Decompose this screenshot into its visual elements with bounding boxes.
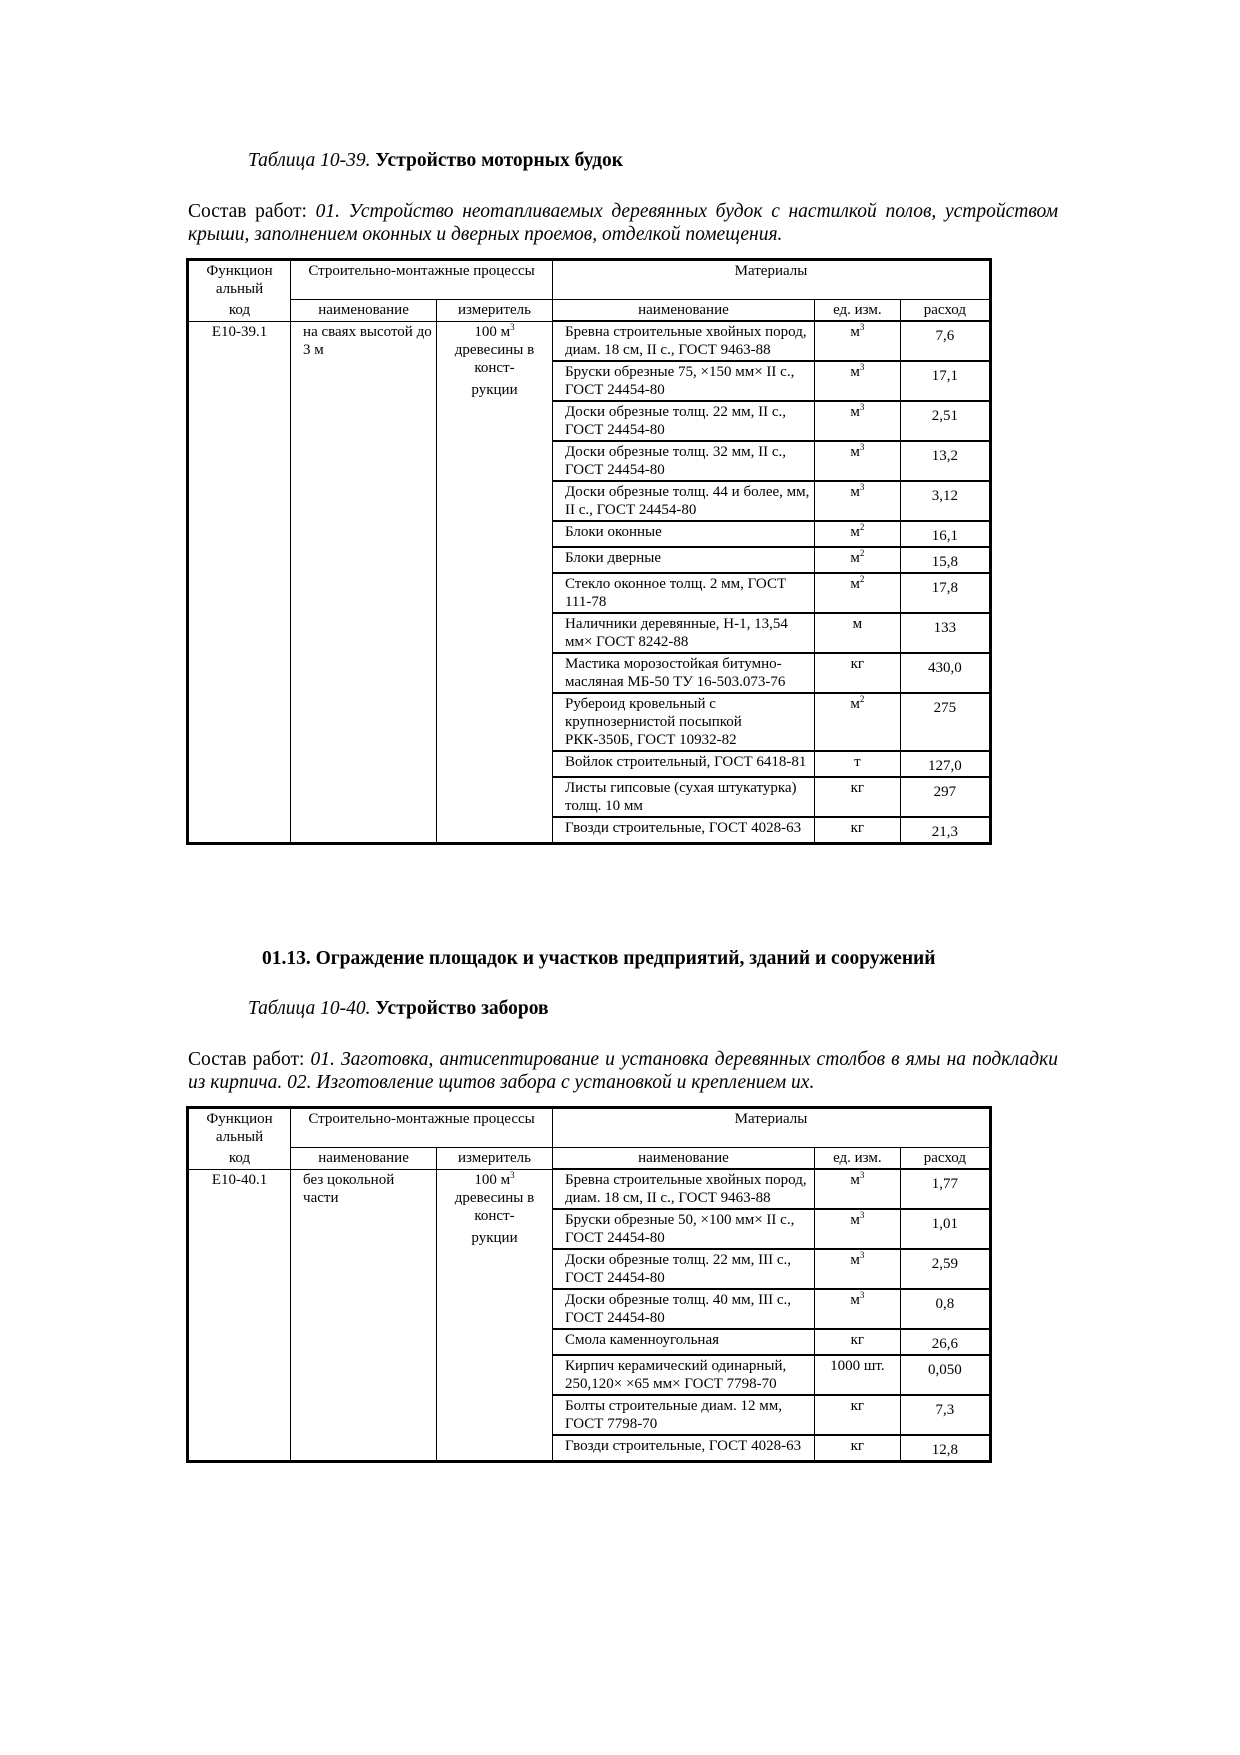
table1-composition: [188, 200, 1058, 246]
material-unit-sup: 2: [859, 574, 865, 584]
material-rate: 430,0: [900, 653, 990, 693]
material-unit-text: м: [850, 324, 860, 340]
material-unit: [814, 321, 900, 361]
header-code-top: Функцион альный: [188, 1108, 291, 1148]
material-unit-text: кг: [850, 820, 865, 836]
material-unit: [814, 777, 900, 817]
material-name: Доски обрезные толщ. 22 мм, II с., ГОСТ 24454-80: [552, 401, 814, 441]
material-unit-sup: 3: [859, 482, 865, 492]
material-unit: [814, 547, 900, 573]
material-name: Стекло оконное толщ. 2 мм, ГОСТ 111-78: [552, 573, 814, 613]
measure-text: древесины в конст-: [454, 1189, 535, 1224]
material-name: Наличники деревянные, Н-1, 13,54 мм× ГОСТ 8242-88: [552, 613, 814, 653]
material-rate: 2,59: [900, 1249, 990, 1289]
material-unit: [814, 401, 900, 441]
header-processes: Строительно-монтажные процессы: [291, 1108, 553, 1148]
material-name: Кирпич керамический одинарный, 250,120× ×65 мм× ГОСТ 7798-70: [552, 1355, 814, 1395]
table1-caption: [248, 150, 623, 172]
material-name: Бревна строительные хвойных пород, диам. 18 см, II с., ГОСТ 9463-88: [552, 1169, 814, 1209]
material-unit: [814, 573, 900, 613]
row-process-name: без цокольной части: [291, 1169, 437, 1462]
material-name: Бруски обрезные 50, ×100 мм× II с., ГОСТ 24454-80: [552, 1209, 814, 1249]
material-unit-text: кг: [850, 656, 865, 672]
material-unit: [814, 361, 900, 401]
material-name: Гвозди строительные, ГОСТ 4028-63: [552, 1435, 814, 1462]
material-rate: 17,1: [900, 361, 990, 401]
table2-caption-prefix: Таблица 10-40.: [248, 998, 371, 1019]
table2-header-row-1: [188, 1108, 991, 1148]
header-mat-rate: расход: [900, 1148, 990, 1170]
row-code: Е10-40.1: [188, 1169, 291, 1462]
material-name: Гвозди строительные, ГОСТ 4028-63: [552, 817, 814, 844]
material-unit: [814, 1169, 900, 1209]
row-code: Е10-39.1: [188, 321, 291, 844]
section-title: 01.13. Ограждение площадок и участков предприятий, зданий и сооружений: [262, 948, 936, 969]
measure-text-2: рукции: [471, 381, 518, 398]
table2-composition: [188, 1048, 1058, 1094]
material-unit-text: м: [850, 550, 860, 566]
material-unit: [814, 751, 900, 777]
material-rate: 15,8: [900, 547, 990, 573]
material-unit: [814, 441, 900, 481]
header-materials: Материалы: [552, 1108, 990, 1148]
material-unit: [814, 521, 900, 547]
material-rate: 7,6: [900, 321, 990, 361]
material-name: Рубероид кровельный с крупнозернистой посыпкой РКК-350Б, ГОСТ 10932-82: [552, 693, 814, 751]
measure-sup: 3: [510, 321, 515, 332]
material-unit: [814, 1395, 900, 1435]
material-unit-sup: 3: [859, 1170, 865, 1180]
material-rate: 133: [900, 613, 990, 653]
header-code-top: Функцион альный: [188, 260, 291, 300]
header-proc-measure: измеритель: [437, 300, 553, 322]
measure-amount: 100 м: [474, 1171, 511, 1188]
material-unit-text: м: [850, 444, 860, 460]
material-unit-text: м: [850, 364, 860, 380]
material-unit-sup: 3: [859, 442, 865, 452]
material-unit-text: м: [850, 1212, 860, 1228]
header-mat-name: наименование: [552, 1148, 814, 1170]
material-rate: 16,1: [900, 521, 990, 547]
table1-header-row-1: [188, 260, 991, 300]
material-unit: [814, 1435, 900, 1462]
table2: [186, 1106, 992, 1463]
material-name: Болты строительные диам. 12 мм, ГОСТ 7798-70: [552, 1395, 814, 1435]
material-rate: 297: [900, 777, 990, 817]
header-mat-unit: ед. изм.: [814, 1148, 900, 1170]
header-code-bottom: код: [188, 300, 291, 322]
table1-composition-text: 01. Устройство неотапливаемых деревянных будок с настилкой полов, устройством крыши, заполнением оконных и дверных проемов, отделкой помещения.: [188, 201, 1059, 245]
material-rate: 21,3: [900, 817, 990, 844]
material-name: Бревна строительные хвойных пород, диам. 18 см, II с., ГОСТ 9463-88: [552, 321, 814, 361]
material-rate: 17,8: [900, 573, 990, 613]
material-rate: 13,2: [900, 441, 990, 481]
header-mat-name: наименование: [552, 300, 814, 322]
material-unit-text: м: [850, 484, 860, 500]
table2-header-row-2: [188, 1148, 991, 1170]
material-unit-text: кг: [850, 1332, 865, 1348]
table2-composition-text: 01. Заготовка, антисептирование и установка деревянных столбов в ямы на подкладки из кирпича. 02. Изготовление щитов забора с установкой и креплением их.: [188, 1049, 1058, 1093]
material-unit-sup: 2: [859, 522, 865, 532]
material-name: Доски обрезные толщ. 40 мм, III с., ГОСТ 24454-80: [552, 1289, 814, 1329]
table1-header-row-2: [188, 300, 991, 322]
material-unit-sup: 2: [859, 694, 865, 704]
header-mat-rate: расход: [900, 300, 990, 322]
material-unit-sup: 3: [859, 1250, 865, 1260]
material-rate: 127,0: [900, 751, 990, 777]
material-rate: 0,8: [900, 1289, 990, 1329]
table1-caption-prefix: Таблица 10-39.: [248, 150, 371, 171]
measure-amount: 100 м: [474, 323, 511, 340]
material-unit-text: кг: [850, 1398, 865, 1414]
header-proc-name: наименование: [291, 1148, 437, 1170]
header-code-bottom: код: [188, 1148, 291, 1170]
measure-text: древесины в конст-: [454, 341, 535, 376]
material-unit: [814, 1209, 900, 1249]
material-name: Войлок строительный, ГОСТ 6418-81: [552, 751, 814, 777]
material-unit-text: м: [850, 1252, 860, 1268]
material-rate: 2,51: [900, 401, 990, 441]
material-rate: 7,3: [900, 1395, 990, 1435]
row-measure: [437, 1169, 553, 1462]
measure-text-2: рукции: [471, 1229, 518, 1246]
material-unit-text: кг: [850, 1438, 865, 1454]
header-mat-unit: ед. изм.: [814, 300, 900, 322]
material-unit-sup: 3: [859, 1210, 865, 1220]
row-process-name: на сваях высотой до 3 м: [291, 321, 437, 844]
material-unit-text: т: [854, 754, 861, 770]
material-name: Бруски обрезные 75, ×150 мм× II с., ГОСТ 24454-80: [552, 361, 814, 401]
table-row: [188, 321, 991, 361]
material-unit-text: м: [850, 1172, 860, 1188]
material-unit: [814, 653, 900, 693]
table1: [186, 258, 992, 845]
measure-sup: 3: [510, 1169, 515, 1180]
material-unit-sup: 3: [859, 362, 865, 372]
table2-composition-label: Состав работ:: [188, 1049, 305, 1070]
table1-caption-title: Устройство моторных будок: [375, 150, 623, 171]
material-name: Смола каменноугольная: [552, 1329, 814, 1355]
material-name: Доски обрезные толщ. 22 мм, III с., ГОСТ 24454-80: [552, 1249, 814, 1289]
header-proc-measure: измеритель: [437, 1148, 553, 1170]
material-name: Листы гипсовые (сухая штукатурка) толщ. 10 мм: [552, 777, 814, 817]
material-rate: 1,01: [900, 1209, 990, 1249]
material-unit-text: м: [850, 1292, 860, 1308]
material-unit: [814, 693, 900, 751]
material-unit: [814, 1249, 900, 1289]
material-rate: 275: [900, 693, 990, 751]
material-unit: [814, 481, 900, 521]
material-unit: [814, 1289, 900, 1329]
material-unit: [814, 613, 900, 653]
material-unit-sup: 3: [859, 1290, 865, 1300]
material-name: Мастика морозостойкая битумно-масляная МБ-50 ТУ 16-503.073-76: [552, 653, 814, 693]
material-unit-sup: 2: [859, 548, 865, 558]
material-rate: 12,8: [900, 1435, 990, 1462]
material-unit-text: 1000 шт.: [830, 1358, 885, 1374]
material-rate: 0,050: [900, 1355, 990, 1395]
material-name: Блоки оконные: [552, 521, 814, 547]
material-unit-text: м: [850, 696, 860, 712]
header-processes: Строительно-монтажные процессы: [291, 260, 553, 300]
material-unit-sup: 3: [859, 322, 865, 332]
table1-composition-label: Состав работ:: [188, 201, 307, 222]
table-row: [188, 1169, 991, 1209]
material-unit-text: м: [850, 524, 860, 540]
material-unit: [814, 817, 900, 844]
header-proc-name: наименование: [291, 300, 437, 322]
header-materials: Материалы: [552, 260, 990, 300]
material-rate: 26,6: [900, 1329, 990, 1355]
material-unit: [814, 1329, 900, 1355]
material-name: Блоки дверные: [552, 547, 814, 573]
table2-caption-title: Устройство заборов: [375, 998, 549, 1019]
material-unit-sup: 3: [859, 402, 865, 412]
material-name: Доски обрезные толщ. 32 мм, II с., ГОСТ 24454-80: [552, 441, 814, 481]
material-rate: 3,12: [900, 481, 990, 521]
table2-caption: [248, 998, 549, 1020]
material-unit: [814, 1355, 900, 1395]
row-measure: [437, 321, 553, 844]
material-name: Доски обрезные толщ. 44 и более, мм, II с., ГОСТ 24454-80: [552, 481, 814, 521]
material-unit-text: кг: [850, 780, 865, 796]
material-rate: 1,77: [900, 1169, 990, 1209]
material-unit-text: м: [850, 576, 860, 592]
material-unit-text: м: [850, 404, 860, 420]
material-unit-text: м: [852, 616, 863, 632]
